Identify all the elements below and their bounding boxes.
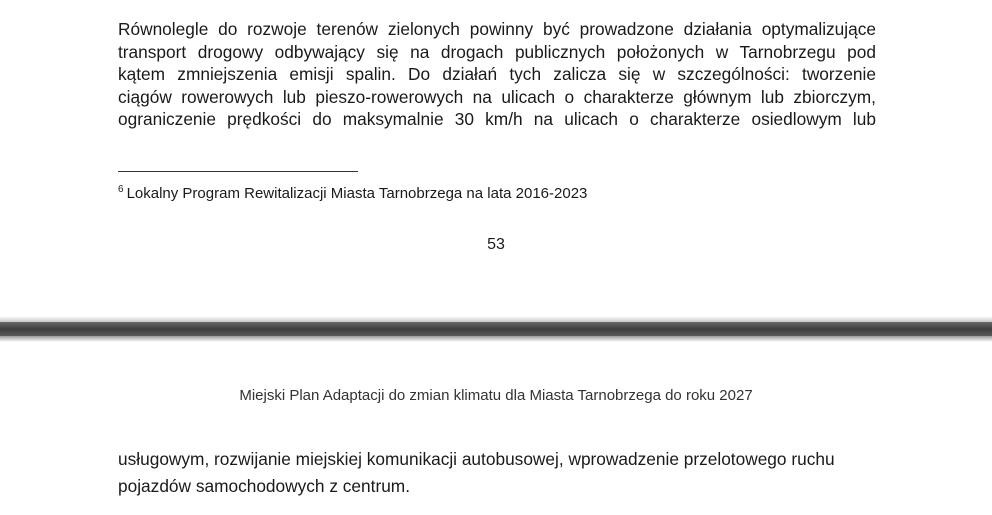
paragraph-line: transport drogowy odbywający się na drogach publicznych położonych w Tarnobrzegu pod — [118, 41, 876, 62]
footnote-marker: 6 — [118, 184, 124, 195]
page-number: 53 — [487, 236, 505, 253]
body-paragraph-continued — [118, 446, 876, 500]
paragraph-line: ograniczenie prędkości do maksymalnie 30 km/h na ulicach o charakterze osiedlowym lub — [118, 109, 876, 129]
body-paragraph — [118, 18, 876, 131]
footnote-divider — [118, 171, 358, 172]
footnote — [118, 180, 587, 204]
page-break-separator — [0, 316, 992, 342]
running-header: Miejski Plan Adaptacji do zmian klimatu dla Miasta Tarnobrzega do roku 2027 — [239, 387, 753, 404]
paragraph-line: Równolegle do rozwoje terenów zielonych powinny być prowadzone działania optymalizujące — [118, 19, 876, 39]
paragraph-line: ciągów rowerowych lub pieszo-rowerowych na ulicach o charakterze głównym lub zbiorczym, — [118, 86, 876, 107]
footnote-text: Lokalny Program Rewitalizacji Miasta Tarnobrzega na lata 2016-2023 — [126, 185, 588, 202]
paragraph-line: usługowym, rozwijanie miejskiej komunikacji autobusowej, wprowadzenie przelotowego ruchu — [118, 449, 835, 469]
paragraph-line: pojazdów samochodowych z centrum. — [118, 476, 411, 496]
paragraph-line: kątem zmniejszenia emisji spalin. Do działań tych zalicza się w szczególności: tworzenie — [118, 64, 876, 84]
